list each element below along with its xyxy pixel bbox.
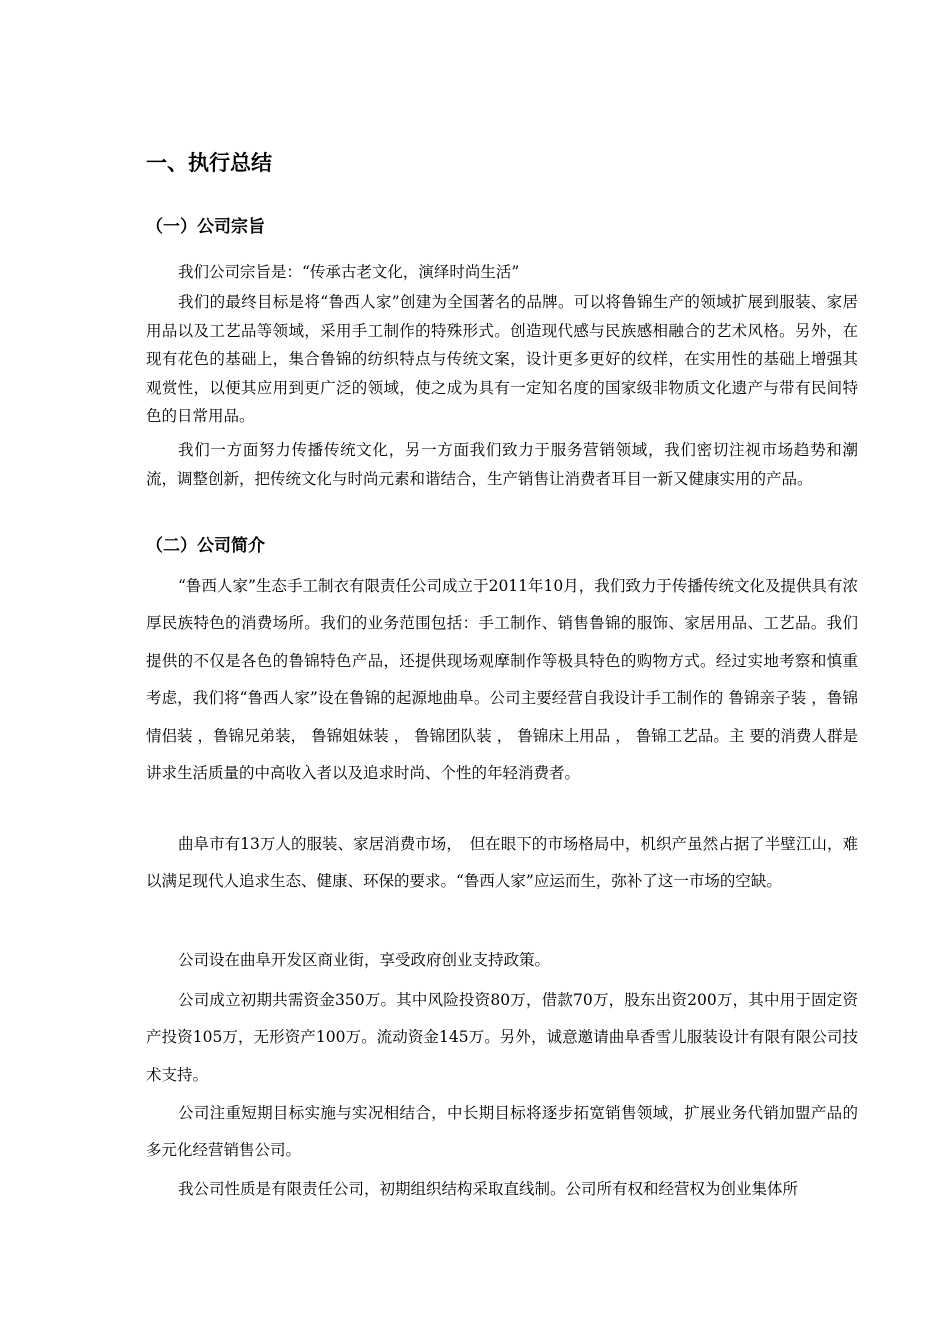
paragraph-market-analysis: 曲阜市有13万人的服装、家居消费市场， 但在眼下的市场格局中，机织产虽然占据了半壁江山，难以满足现代人追求生态、健康、环保的要求。“鲁西人家”应运而生，弥补了这一市场的空缺。 bbox=[146, 835, 858, 891]
paragraph-purpose-statement: 我们公司宗旨是：“传承古老文化，演绎时尚生活” bbox=[178, 263, 520, 281]
paragraph-funding: 公司成立初期共需资金350万。其中风险投资80万，借款70万，股东出资200万，其中用于固定资产投资105万，无形资产100万。流动资金145万。另外，诚意邀请曲阜香雪儿服装设计有限有限公司技术支持。 bbox=[146, 991, 858, 1084]
paragraph-company-nature: 我公司性质是有限责任公司，初期组织结构采取直线制。公司所有权和经营权为创业集体所 bbox=[178, 1180, 799, 1198]
paragraph-location: 公司设在曲阜开发区商业街，享受政府创业支持政策。 bbox=[178, 951, 551, 969]
paragraph-culture-and-marketing: 我们一方面努力传播传统文化，另一方面我们致力于服务营销领域，我们密切注视市场趋势和潮流，调整创新，把传统文化与时尚元素和谐结合，生产销售让消费者耳目一新又健康实用的产品。 bbox=[146, 441, 858, 488]
subsection-heading-profile: （二）公司简介 bbox=[146, 536, 265, 556]
paragraph-goals: 公司注重短期目标实施与实况相结合，中长期目标将逐步拓宽销售领域，扩展业务代销加盟产品的多元化经营销售公司。 bbox=[146, 1104, 858, 1160]
paragraph-company-founding: “鲁西人家”生态手工制衣有限责任公司成立于2011年10月，我们致力于传播传统文化及提供具有浓厚民族特色的消费场所。我们的业务范围包括：手工制作、销售鲁锦的服饰、家居用品、工艺品。我们提供的不仅是各色的鲁锦特色产品，还提供现场观摩制作等极具特色的购物方式。经过实地考察和慎重考虑，我们将“鲁西人家”设在鲁锦的起源地曲阜。公司主要经营自我设计手工制作的 鲁锦亲子装 ，鲁锦情侣装 ，鲁锦兄弟装， 鲁锦姐妹装 ， 鲁锦团队装 ， 鲁锦床上用品 ， 鲁锦工艺品。主 要的消费人群是讲求生活质量的中高收入者以及追求时尚、个性的年轻消费者。 bbox=[146, 577, 858, 783]
section-title: 一、执行总结 bbox=[146, 151, 272, 175]
subsection-heading-purpose: （一）公司宗旨 bbox=[146, 217, 265, 237]
paragraph-ultimate-goal: 我们的最终目标是将“鲁西人家”创建为全国著名的品牌。可以将鲁锦生产的领域扩展到服装、家居用品以及工艺品等领域，采用手工制作的特殊形式。创造现代感与民族感相融合的艺术风格。另外，在现有花色的基础上，集合鲁锦的纺织特点与传统文案，设计更多更好的纹样，在实用性的基础上增强其观赏性，以便其应用到更广泛的领域，使之成为具有一定知名度的国家级非物质文化遗产与带有民间特色的日常用品。 bbox=[146, 293, 858, 425]
